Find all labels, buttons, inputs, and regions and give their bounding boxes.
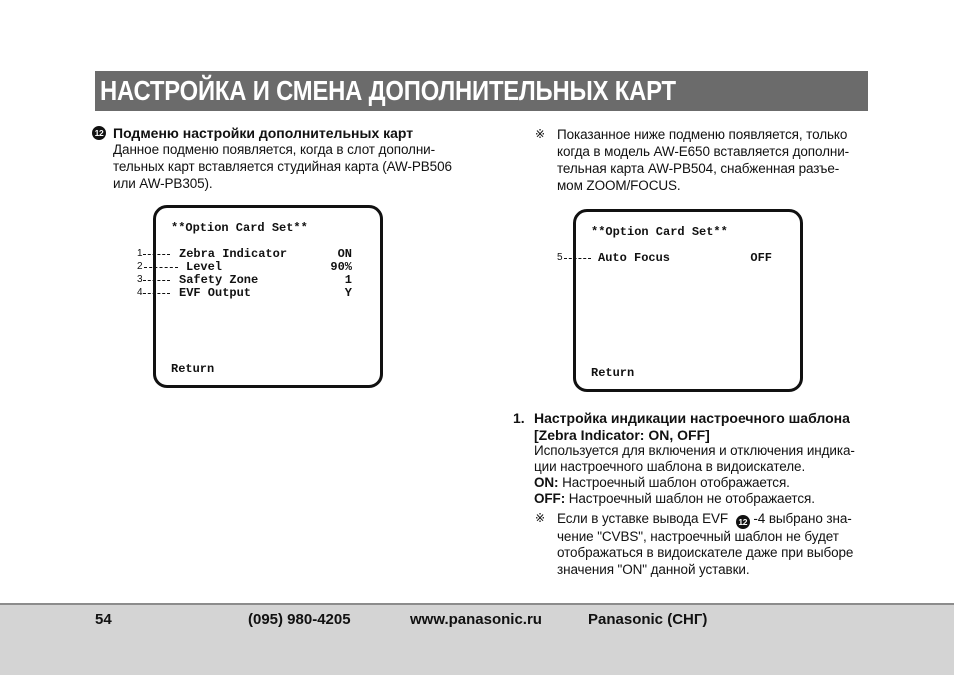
osd-row-value: ON bbox=[337, 247, 352, 261]
callout-number: 2 bbox=[137, 261, 143, 272]
on-label: ON: bbox=[534, 475, 559, 490]
submenu-heading: Подменю настройки дополнительных карт bbox=[113, 125, 414, 141]
page-footer bbox=[0, 603, 954, 675]
callout-number: 3 bbox=[137, 274, 143, 285]
item-note-line: отображаться в видоискателе даже при выборе bbox=[557, 545, 854, 560]
item-note-text: Если в уставке вывода EVF bbox=[557, 511, 729, 526]
osd-row-value: 90% bbox=[330, 260, 352, 274]
callout-leader-line bbox=[143, 254, 170, 255]
reference-mark-icon: ※ bbox=[535, 127, 546, 141]
on-description: Настроечный шаблон отображается. bbox=[562, 475, 790, 490]
osd-return-item: Return bbox=[171, 362, 215, 376]
osd-return-item: Return bbox=[591, 366, 635, 380]
osd-row-safety-zone bbox=[156, 273, 380, 287]
note-line: когда в модель AW-E650 вставляется дополни- bbox=[557, 144, 850, 159]
item-title: Настройка индикации настроечного шаблона bbox=[534, 410, 850, 426]
footer-phone: (095) 980-4205 bbox=[248, 611, 351, 628]
osd-screen-option-card-set-zoom-focus bbox=[573, 209, 803, 392]
intro-paragraph-line: Данное подменю появляется, когда в слот дополни- bbox=[113, 142, 436, 157]
circled-number-12-icon: 12 bbox=[92, 126, 106, 140]
section-title: НАСТРОЙКА И СМЕНА ДОПОЛНИТЕЛЬНЫХ КАРТ bbox=[100, 75, 676, 106]
osd-screen-title: **Option Card Set** bbox=[171, 221, 308, 235]
page-number: 54 bbox=[95, 611, 112, 628]
osd-row-value: OFF bbox=[750, 251, 772, 265]
osd-row-label: EVF Output bbox=[179, 286, 252, 300]
footer-website: www.panasonic.ru bbox=[410, 611, 542, 628]
osd-row-zebra-indicator bbox=[156, 247, 380, 261]
osd-row-value: 1 bbox=[344, 273, 352, 287]
osd-row-label: Auto Focus bbox=[598, 251, 671, 265]
intro-paragraph-line: или AW-PB305). bbox=[113, 176, 213, 191]
off-label: OFF: bbox=[534, 491, 566, 506]
item-description-line: ции настроечного шаблона в видоискателе. bbox=[534, 459, 806, 474]
reference-mark-icon: ※ bbox=[535, 511, 546, 525]
off-description: Настроечный шаблон не отображается. bbox=[568, 491, 815, 506]
osd-row-label: Safety Zone bbox=[179, 273, 259, 287]
osd-row-level bbox=[156, 260, 380, 274]
callout-leader-line bbox=[143, 293, 170, 294]
note-line: Показанное ниже подменю появляется, только bbox=[557, 127, 848, 142]
callout-number: 5 bbox=[557, 252, 563, 263]
callout-leader-line bbox=[143, 280, 170, 281]
osd-row-label: Level bbox=[186, 260, 223, 274]
note-line: мом ZOOM/FOCUS. bbox=[557, 178, 681, 193]
callout-number: 4 bbox=[137, 287, 143, 298]
item-note-line: значения "ON" данной уставки. bbox=[557, 562, 750, 577]
osd-row-evf-output bbox=[156, 286, 380, 300]
item-subtitle: [Zebra Indicator: ON, OFF] bbox=[534, 427, 710, 443]
osd-row-label: Zebra Indicator bbox=[179, 247, 288, 261]
osd-screen-option-card-set bbox=[153, 205, 383, 388]
item-note-line: чение "CVBS", настроечный шаблон не будет bbox=[557, 529, 839, 544]
section-title-bar bbox=[95, 71, 868, 111]
note-line: тельная карта AW-PB504, снабженная разъе- bbox=[557, 161, 840, 176]
intro-paragraph-line: тельных карт вставляется студийная карта (AW-PB506 bbox=[113, 159, 452, 174]
off-option-line bbox=[534, 491, 815, 507]
item-description-line: Используется для включения и отключения индика- bbox=[534, 443, 855, 458]
callout-number: 1 bbox=[137, 248, 143, 259]
osd-screen-title: **Option Card Set** bbox=[591, 225, 728, 239]
osd-row-value: Y bbox=[344, 286, 352, 300]
circled-number-12-icon: 12 bbox=[736, 515, 750, 529]
item-note-line bbox=[557, 511, 852, 529]
osd-row-auto-focus bbox=[576, 251, 800, 265]
callout-leader-line bbox=[564, 258, 591, 259]
item-note-text: -4 выбрано зна- bbox=[753, 511, 852, 526]
item-number: 1. bbox=[513, 410, 525, 426]
on-option-line bbox=[534, 475, 790, 491]
callout-leader-line bbox=[144, 267, 178, 268]
footer-company: Panasonic (СНГ) bbox=[588, 611, 708, 628]
